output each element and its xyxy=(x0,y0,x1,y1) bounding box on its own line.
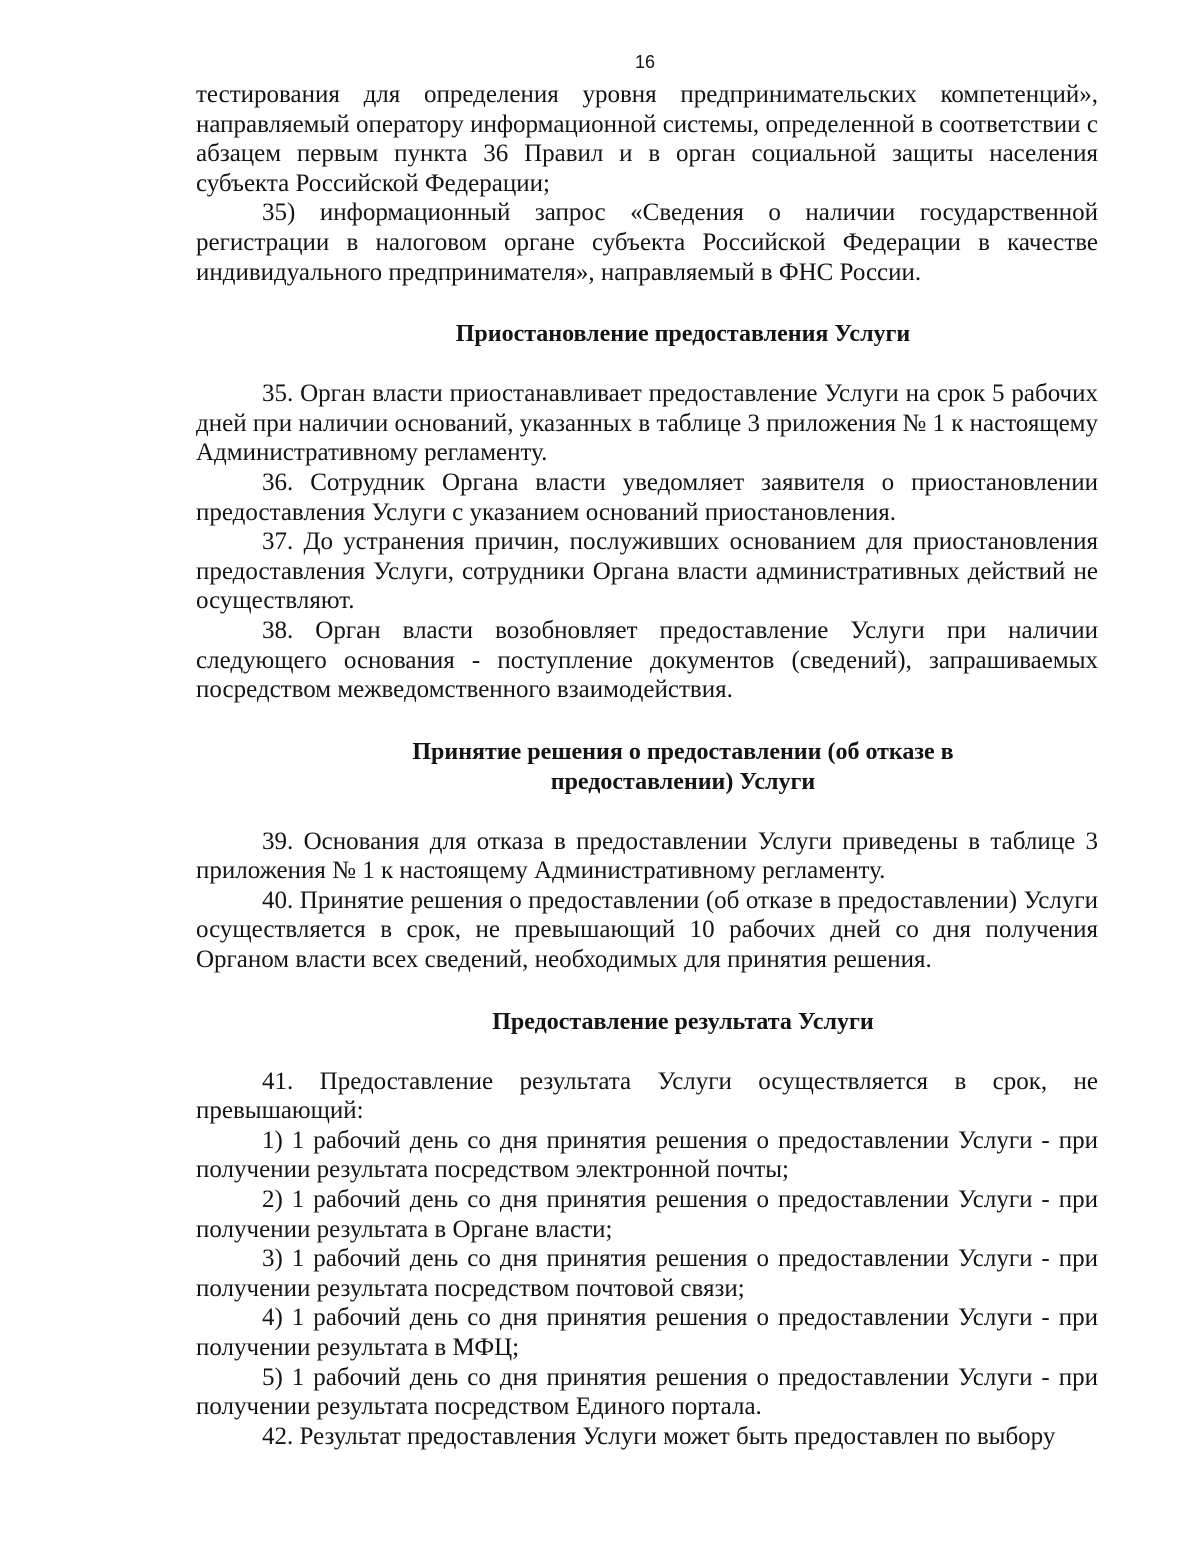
section-heading-suspension: Приостановление предоставления Услуги xyxy=(455,321,911,348)
paragraph: 40. Принятие решения о предоставлении (об отказе в предоставлении) Услуги осуществляется в срок, не превышающий 10 рабочих дней со дня получения Органом власти всех сведений, необходимых для принятия решения. xyxy=(196,886,1098,974)
paragraph: тестирования для определения уровня предпринимательских компетенций», направляемый оператору информационной системы, определенной в соответствии с абзацем первым пункта 36 Правил и в орган социальной защиты населения субъекта Российской Федерации; xyxy=(196,81,1098,197)
section-heading-result: Предоставление результата Услуги xyxy=(492,1008,874,1035)
list-item: 5) 1 рабочий день со дня принятия решения о предоставлении Услуги - при получении результата посредством Единого портала. xyxy=(196,1363,1098,1421)
paragraph: 36. Сотрудник Органа власти уведомляет заявителя о приостановлении предоставления Услуги с указанием оснований приостановления. xyxy=(196,468,1098,526)
section-heading-decision xyxy=(196,737,1098,797)
list-item: 3) 1 рабочий день со дня принятия решения о предоставлении Услуги - при получении результата посредством почтовой связи; xyxy=(196,1245,1098,1302)
paragraph: 35. Орган власти приостанавливает предоставление Услуги на срок 5 рабочих дней при наличии оснований, указанных в таблице 3 приложения № 1 к настоящему Административному регламенту. xyxy=(196,380,1098,467)
list-item: 2) 1 рабочий день со дня принятия решения о предоставлении Услуги - при получении результата в Органе власти; xyxy=(196,1186,1098,1243)
list-item: 1) 1 рабочий день со дня принятия решения о предоставлении Услуги - при получении результата посредством электронной почты; xyxy=(196,1126,1098,1184)
paragraph: 41. Предоставление результата Услуги осуществляется в срок, не превышающий: xyxy=(196,1067,1098,1125)
paragraph: 35) информационный запрос «Сведения о наличии государственной регистрации в налоговом органе субъекта Российской Федерации в качестве индивидуального предпринимателя», направляемый в ФНС России. xyxy=(196,199,1098,286)
section-heading-decision-line2: предоставлении) Услуги xyxy=(550,768,816,795)
page-number: 16 xyxy=(634,52,656,72)
paragraph: 39. Основания для отказа в предоставлении Услуги приведены в таблице 3 приложения № 1 к настоящему Административному регламенту. xyxy=(196,827,1098,885)
list-item: 4) 1 рабочий день со дня принятия решения о предоставлении Услуги - при получении результата в МФЦ; xyxy=(196,1304,1098,1361)
document-body xyxy=(196,80,1098,1451)
paragraph: 37. До устранения причин, послуживших основанием для приостановления предоставления Услуги, сотрудники Органа власти административных действий не осуществляют. xyxy=(196,528,1098,615)
paragraph: 38. Орган власти возобновляет предоставление Услуги при наличии следующего основания - поступление документов (сведений), запрашиваемых посредством межведомственного взаимодействия. xyxy=(196,616,1098,704)
section-heading-decision-line1: Принятие решения о предоставлении (об отказе в xyxy=(412,738,954,765)
paragraph: 42. Результат предоставления Услуги может быть предоставлен по выбору xyxy=(262,1422,1056,1450)
